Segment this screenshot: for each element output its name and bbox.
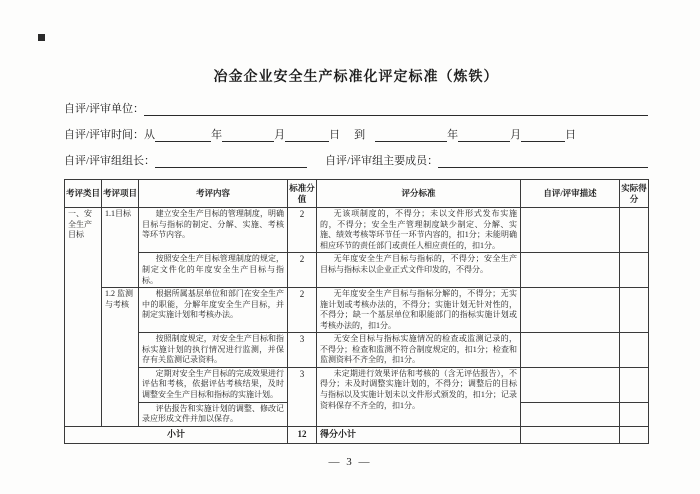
criteria-cell: 无该项制度的，不得分；未以文件形式发布实施的，不得分；安全生产管理制度缺少制定、分解、实施、绩效考核等环节任一环节内容的，扣1分；未能明确相应环节的责任部门或责任人相应责任的，扣1分。 xyxy=(317,208,521,253)
review-cell xyxy=(521,208,620,253)
members-label: 自评/评审组主要成员： xyxy=(325,155,439,167)
review-cell xyxy=(521,253,620,288)
actual-score-cell xyxy=(620,367,649,402)
content-cell: 按照制度规定，对安全生产目标和指标实施计划的执行情况进行监测，并保存有关监测记录资料。 xyxy=(139,333,288,368)
table-row xyxy=(65,367,649,402)
from-year-blank-field xyxy=(155,129,211,142)
score-cell: 2 xyxy=(288,208,317,253)
header-form xyxy=(64,100,648,168)
from-day-blank-field xyxy=(285,129,329,142)
subtotal-row xyxy=(65,426,649,443)
from-month-blank-field xyxy=(222,129,274,142)
to-month-blank-field xyxy=(458,129,510,142)
evaluation-table xyxy=(64,179,649,444)
table-row xyxy=(65,333,649,368)
actual-score-cell xyxy=(620,402,649,426)
col-header-review: 自评/评审描述 xyxy=(521,180,620,208)
col-header-score: 标准分值 xyxy=(288,180,317,208)
page-title: 冶金企业安全生产标准化评定标准（炼铁） xyxy=(213,70,499,85)
item-cell-1-2: 1.2 监测与考核 xyxy=(102,288,139,427)
criteria-cell: 无年度安全生产目标与指标分解的，不得分；无实施计划或考核办法的，不得分；实施计划无针对性的，不得分；缺一个基层单位和职能部门的指标实施计划或考核办法的，扣1分。 xyxy=(317,288,521,333)
subtotal-criteria-label: 得分小计 xyxy=(317,426,521,443)
review-cell xyxy=(521,333,620,368)
actual-score-cell xyxy=(620,208,649,253)
from-year-label: 年 xyxy=(211,129,223,141)
score-cell: 2 xyxy=(288,288,317,333)
time-line xyxy=(64,126,648,142)
col-header-category: 考评类目 xyxy=(65,180,102,208)
category-cell: 一、安全生产目标 xyxy=(65,208,102,426)
from-month-label: 月 xyxy=(274,129,286,141)
col-header-content: 考评内容 xyxy=(139,180,288,208)
table-row xyxy=(65,253,649,288)
to-year-blank-field xyxy=(375,129,447,142)
unit-label: 自评/评审单位： xyxy=(64,103,145,115)
content-cell: 建立安全生产目标的管理制度，明确目标与指标的制定、分解、实施、考核等环节内容。 xyxy=(139,208,288,253)
score-cell: 3 xyxy=(288,367,317,426)
subtotal-label: 小计 xyxy=(65,426,288,443)
leader-line xyxy=(64,152,648,168)
criteria-cell: 无安全目标与指标实施情况的检查或监测记录的，不得分；检查和监测不符合制度规定的，扣1分；检查和监测资料不齐全的，扣1分。 xyxy=(317,333,521,368)
table-row xyxy=(65,208,649,253)
unit-blank-field xyxy=(144,103,648,116)
content-cell: 按照安全生产目标管理制度的规定，制定文件化的年度安全生产目标与指标。 xyxy=(139,253,288,288)
to-label: 到 xyxy=(354,129,366,141)
col-header-criteria: 评分标准 xyxy=(317,180,521,208)
time-label: 自评/评审时间：从 xyxy=(64,129,156,141)
score-cell: 2 xyxy=(288,253,317,288)
from-day-label: 日 xyxy=(329,129,341,141)
criteria-cell: 无年度安全生产目标与指标的，不得分；安全生产目标与指标未以企业正式文件印发的，不得分。 xyxy=(317,253,521,288)
members-blank-field xyxy=(438,155,648,168)
table-header-row xyxy=(65,180,649,208)
content-cell: 根据所属基层单位和部门在安全生产中的职能，分解年度安全生产目标，并制定实施计划和考核办法。 xyxy=(139,288,288,333)
actual-score-cell xyxy=(620,426,649,443)
subtotal-score: 12 xyxy=(288,426,317,443)
content-cell: 评估报告和实施计划的调整、修改记录应形成文件并加以保存。 xyxy=(139,402,288,426)
review-cell xyxy=(521,402,620,426)
table-row xyxy=(65,288,649,333)
content-cell: 定期对安全生产目标的完成效果进行评估和考核，依据评估考核结果，及时调整安全生产目标和指标的实施计划。 xyxy=(139,367,288,402)
corner-mark xyxy=(38,34,45,41)
review-cell xyxy=(521,426,620,443)
item-cell-1-1: 1.1目标 xyxy=(102,208,139,288)
to-year-label: 年 xyxy=(447,129,459,141)
page-number: — 3 — xyxy=(328,456,372,468)
to-day-label: 日 xyxy=(565,129,577,141)
criteria-cell: 未定期进行效果评估和考核的（含无评估报告），不得分；未及时调整实施计划的，不得分；调整后的目标与指标以及实施计划未以文件形式颁发的，扣1分；记录资料保存不齐全的，扣1分。 xyxy=(317,367,521,426)
review-cell xyxy=(521,288,620,333)
review-cell xyxy=(521,367,620,402)
leader-label: 自评/评审组组长： xyxy=(64,155,156,167)
unit-line xyxy=(64,100,648,116)
col-header-actual: 实际得分 xyxy=(620,180,649,208)
score-cell: 3 xyxy=(288,333,317,368)
leader-blank-field xyxy=(155,155,307,168)
actual-score-cell xyxy=(620,288,649,333)
to-day-blank-field xyxy=(521,129,565,142)
col-header-item: 考评项目 xyxy=(102,180,139,208)
to-month-label: 月 xyxy=(510,129,522,141)
actual-score-cell xyxy=(620,333,649,368)
actual-score-cell xyxy=(620,253,649,288)
